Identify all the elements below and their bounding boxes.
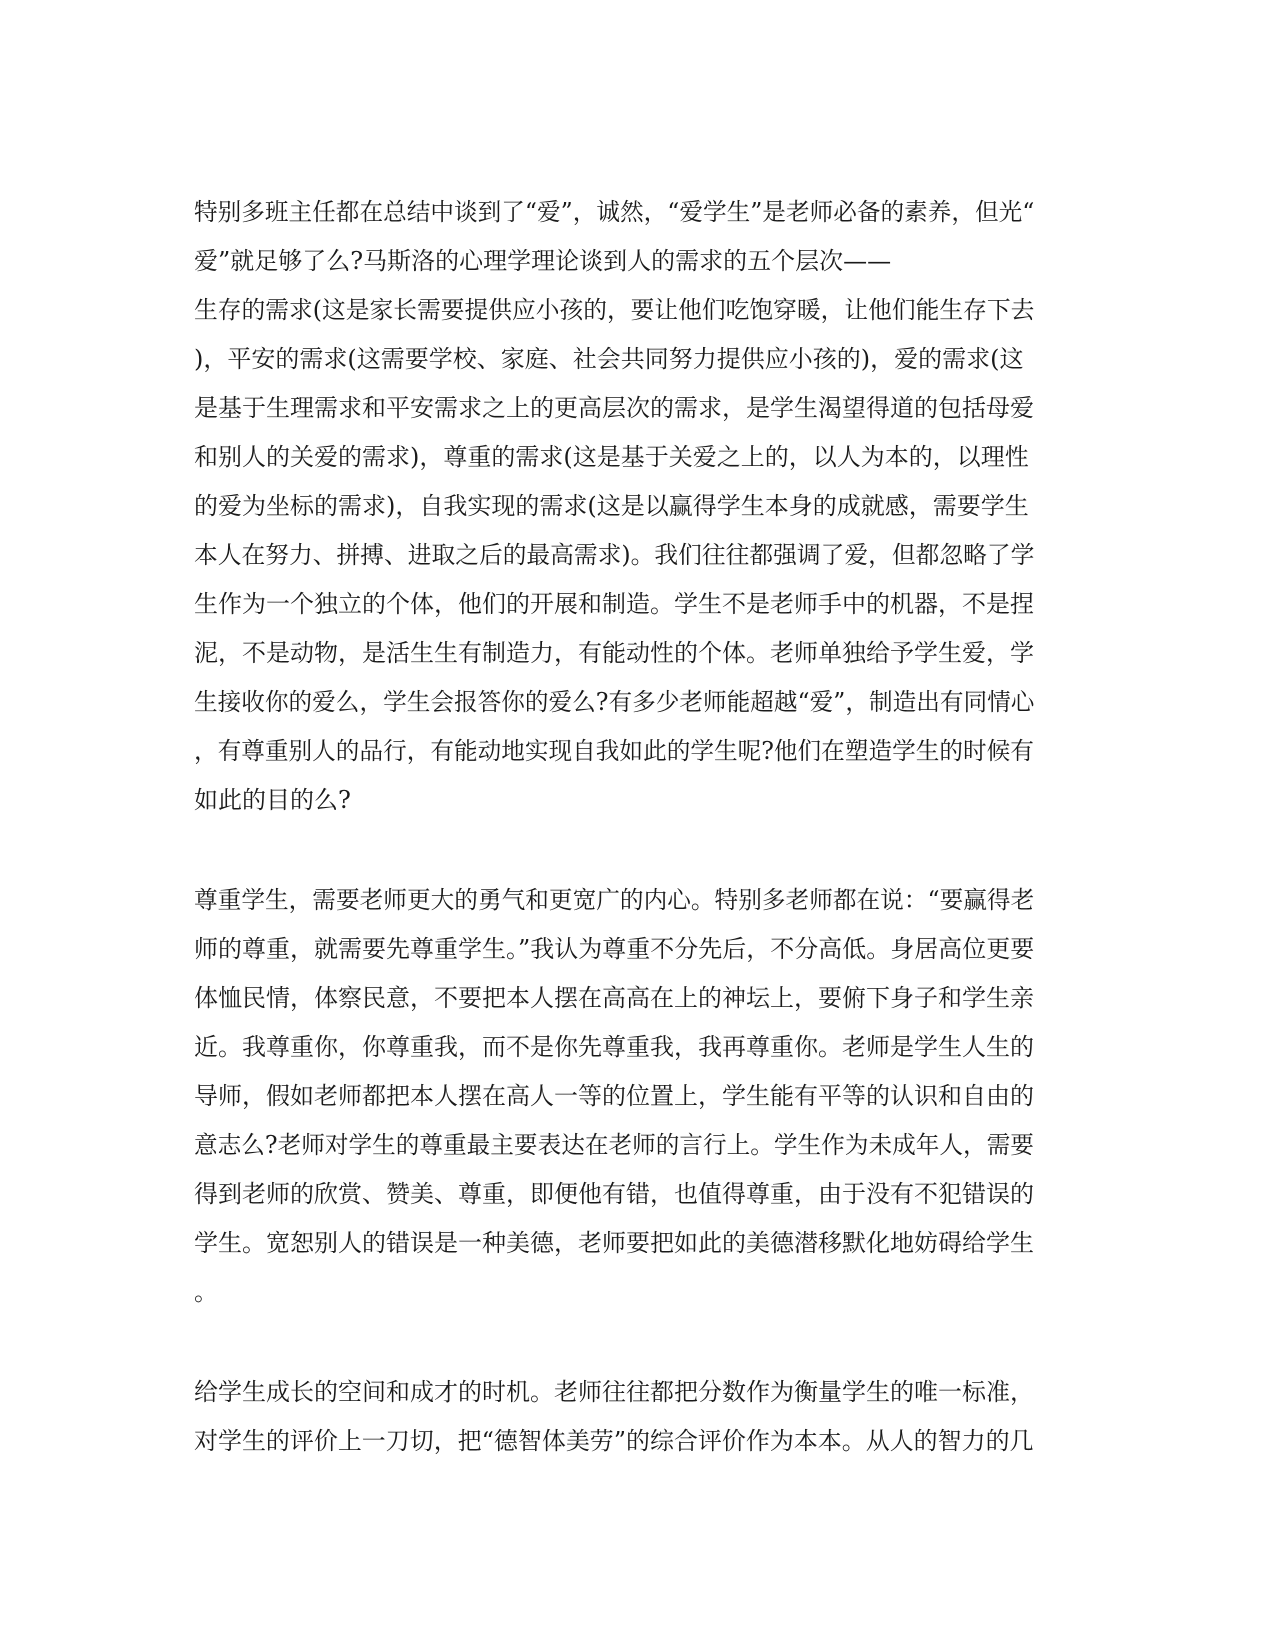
- paragraph-1-line-13: 如此的目的么?: [194, 786, 351, 814]
- paragraph-1-line-1: 特别多班主任都在总结中谈到了“爱”，诚然，“爱学生”是老师必备的素养，但光“: [194, 198, 1035, 226]
- paragraph-2-line-3: 体恤民情，体察民意，不要把本人摆在高高在上的神坛上，要俯下身子和学生亲: [194, 984, 1034, 1012]
- paragraph-1-line-2: 爱”就足够了么?马斯洛的心理学理论谈到人的需求的五个层次——: [194, 247, 892, 275]
- paragraph-1-line-12: ，有尊重别人的品行，有能动地实现自我如此的学生呢?他们在塑造学生的时候有: [194, 737, 1034, 765]
- paragraph-1-line-7: 的爱为坐标的需求)，自我实现的需求(这是以赢得学生本身的成就感，需要学生: [194, 492, 1029, 520]
- paragraph-2-line-7: 得到老师的欣赏、赞美、尊重，即便他有错，也值得尊重，由于没有不犯错误的: [194, 1180, 1034, 1208]
- paragraph-2-line-1: 尊重学生，需要老师更大的勇气和更宽广的内心。特别多老师都在说：“要赢得老: [194, 886, 1035, 914]
- paragraph-3-line-2: 对学生的评价上一刀切，把“德智体美劳”的综合评价作为本本。从人的智力的几: [194, 1427, 1034, 1455]
- paragraph-1-line-3: 生存的需求(这是家长需要提供应小孩的，要让他们吃饱穿暖，让他们能生存下去: [194, 296, 1035, 324]
- paragraph-3-line-1: 给学生成长的空间和成才的时机。老师往往都把分数作为衡量学生的唯一标准，: [194, 1378, 1034, 1406]
- paragraph-1-line-5: 是基于生理需求和平安需求之上的更高层次的需求，是学生渴望得道的包括母爱: [194, 394, 1034, 422]
- paragraph-2-line-5: 导师，假如老师都把本人摆在高人一等的位置上，学生能有平等的认识和自由的: [194, 1082, 1034, 1110]
- paragraph-2-line-4: 近。我尊重你，你尊重我，而不是你先尊重我，我再尊重你。老师是学生人生的: [194, 1033, 1034, 1061]
- paragraph-2-line-8: 学生。宽恕别人的错误是一种美德，老师要把如此的美德潜移默化地妨碍给学生: [194, 1229, 1034, 1257]
- paragraph-1-line-4: )，平安的需求(这需要学校、家庭、社会共同努力提供应小孩的)，爱的需求(这: [194, 345, 1024, 373]
- paragraph-2-line-2: 师的尊重，就需要先尊重学生。”我认为尊重不分先后，不分高低。身居高位更要: [194, 935, 1035, 963]
- paragraph-1-line-8: 本人在努力、拼搏、进取之后的最高需求)。我们往往都强调了爱，但都忽略了学: [194, 541, 1035, 569]
- paragraph-1-line-10: 泥，不是动物，是活生生有制造力，有能动性的个体。老师单独给予学生爱，学: [194, 639, 1034, 667]
- paragraph-1-line-9: 生作为一个独立的个体，他们的开展和制造。学生不是老师手中的机器，不是捏: [194, 590, 1034, 618]
- paragraph-1-line-11: 生接收你的爱么，学生会报答你的爱么?有多少老师能超越“爱”，制造出有同情心: [194, 688, 1035, 716]
- paragraph-2-line-6: 意志么?老师对学生的尊重最主要表达在老师的言行上。学生作为未成年人，需要: [194, 1131, 1034, 1159]
- paragraph-1-line-6: 和别人的关爱的需求)，尊重的需求(这是基于关爱之上的，以人为本的，以理性: [194, 443, 1029, 471]
- paragraph-2-line-9: 。: [194, 1278, 218, 1306]
